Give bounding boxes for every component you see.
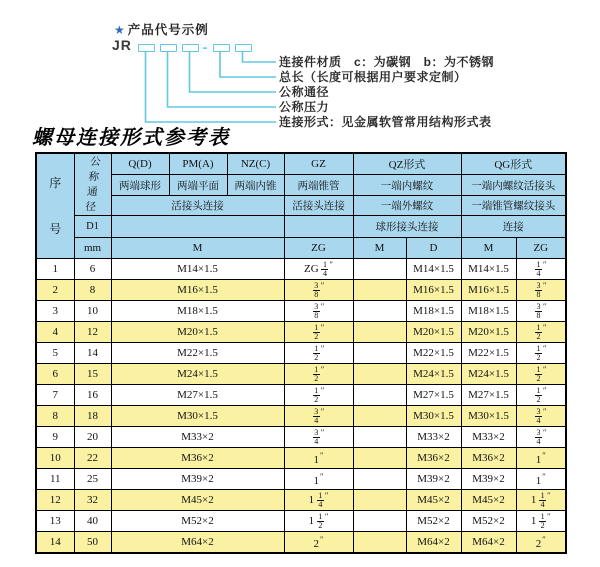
cell-m: M14×1.5 <box>111 259 284 280</box>
cell-qg-zg: 2″ <box>516 532 566 554</box>
cell-qg-m: M18×1.5 <box>461 301 516 322</box>
cell-qz-d: M18×1.5 <box>406 301 461 322</box>
header-col-gz: GZ <box>284 153 353 175</box>
header-qg-desc1: 一端内螺纹活接头 <box>461 175 566 196</box>
header-union-left: 活接头连接 <box>111 196 284 216</box>
cell-qz-m <box>353 385 406 406</box>
cell-m: M36×2 <box>111 448 284 469</box>
label-total-length: 总长（长度可根据用户要求定制） <box>279 70 467 84</box>
cell-mm: 25 <box>74 469 111 490</box>
table-head <box>36 153 566 259</box>
cell-m: M18×1.5 <box>111 301 284 322</box>
cell-mm: 8 <box>74 280 111 301</box>
header-nz-desc: 两端内锥 <box>227 175 284 196</box>
header-gz-desc: 两端锥管 <box>284 175 353 196</box>
cell-qz-d: M20×1.5 <box>406 322 461 343</box>
table-row <box>36 490 566 511</box>
diagram-heading-text: 产品代号示例 <box>127 23 209 37</box>
cell-mm: 50 <box>74 532 111 554</box>
header-qz-desc1: 一端内螺纹 <box>353 175 461 196</box>
cell-qg-zg: 1 $\frac{1}{2}$ ″ <box>516 511 566 532</box>
table-row <box>36 448 566 469</box>
cell-qz-d: M14×1.5 <box>406 259 461 280</box>
cell-qg-m: M27×1.5 <box>461 385 516 406</box>
label-nominal-pressure: 公称压力 <box>279 100 330 114</box>
cell-qg-m: M33×2 <box>461 427 516 448</box>
table-row <box>36 406 566 427</box>
code-box-1 <box>138 44 155 52</box>
cell-seq: 5 <box>36 343 74 364</box>
cell-qz-d: M64×2 <box>406 532 461 554</box>
cell-mm: 40 <box>74 511 111 532</box>
header-qg-zg: ZG <box>516 238 566 259</box>
cell-gz: $\frac{3}{8}$ ″ <box>284 280 353 301</box>
cell-qz-d: M39×2 <box>406 469 461 490</box>
cell-seq: 7 <box>36 385 74 406</box>
cell-seq: 4 <box>36 322 74 343</box>
cell-seq: 10 <box>36 448 74 469</box>
cell-m: M24×1.5 <box>111 364 284 385</box>
cell-qg-zg: 1″ <box>516 469 566 490</box>
cell-seq: 12 <box>36 490 74 511</box>
header-seq: 序号 <box>36 153 74 259</box>
cell-qg-m: M22×1.5 <box>461 343 516 364</box>
table-row <box>36 469 566 490</box>
cell-qz-m <box>353 343 406 364</box>
header-col-qg: QG形式 <box>461 153 566 175</box>
cell-m: M27×1.5 <box>111 385 284 406</box>
cell-seq: 6 <box>36 364 74 385</box>
header-col-pm: PM(A) <box>169 153 227 175</box>
cell-m: M64×2 <box>111 532 284 554</box>
code-box-3 <box>182 44 199 52</box>
cell-gz: $\frac{3}{4}$ ″ <box>284 406 353 427</box>
cell-m: M16×1.5 <box>111 280 284 301</box>
cell-mm: 18 <box>74 406 111 427</box>
cell-seq: 2 <box>36 280 74 301</box>
code-box-4 <box>213 44 230 52</box>
cell-qg-zg: $\frac{1}{2}$ ″ <box>516 343 566 364</box>
header-col-q: Q(D) <box>111 153 169 175</box>
cell-mm: 6 <box>74 259 111 280</box>
cell-m: M52×2 <box>111 511 284 532</box>
cell-qz-d: M52×2 <box>406 511 461 532</box>
cell-gz: 1 $\frac{1}{2}$ ″ <box>284 511 353 532</box>
header-qg-m: M <box>461 238 516 259</box>
header-blank-gz <box>284 216 353 238</box>
cell-gz: $\frac{1}{2}$ ″ <box>284 385 353 406</box>
diagram-heading <box>114 20 209 38</box>
nut-connection-table <box>35 152 567 554</box>
cell-mm: 14 <box>74 343 111 364</box>
table-row <box>36 532 566 554</box>
cell-gz: ZG $\frac{1}{4}$ ″ <box>284 259 353 280</box>
header-pm-desc: 两端平面 <box>169 175 227 196</box>
table-title: 螺母连接形式参考表 <box>32 127 230 149</box>
cell-mm: 22 <box>74 448 111 469</box>
cell-m: M30×1.5 <box>111 406 284 427</box>
cell-qz-d: M36×2 <box>406 448 461 469</box>
cell-seq: 13 <box>36 511 74 532</box>
cell-qz-d: M16×1.5 <box>406 280 461 301</box>
cell-m: M22×1.5 <box>111 343 284 364</box>
code-prefix: JR <box>112 37 132 53</box>
cell-qg-m: M24×1.5 <box>461 364 516 385</box>
header-qg-desc2: 一端锥管螺纹接头 <box>461 196 566 216</box>
cell-seq: 11 <box>36 469 74 490</box>
cell-qg-m: M14×1.5 <box>461 259 516 280</box>
table-row <box>36 301 566 322</box>
table-row <box>36 511 566 532</box>
cell-qz-m <box>353 469 406 490</box>
cell-qz-m <box>353 364 406 385</box>
cell-gz: 1″ <box>284 469 353 490</box>
header-zg-gz: ZG <box>284 238 353 259</box>
label-connector-material: 连接件材质 c：为碳钢 b：为不锈钢 <box>279 55 495 69</box>
header-blank-left <box>111 216 284 238</box>
cell-gz: 1 $\frac{1}{4}$ ″ <box>284 490 353 511</box>
cell-qg-m: M45×2 <box>461 490 516 511</box>
cell-gz: $\frac{1}{2}$ ″ <box>284 364 353 385</box>
cell-qg-zg: $\frac{3}{4}$ ″ <box>516 427 566 448</box>
header-qz-m: M <box>353 238 406 259</box>
cell-qg-zg: $\frac{1}{2}$ ″ <box>516 322 566 343</box>
cell-qz-m <box>353 532 406 554</box>
cell-qz-m <box>353 427 406 448</box>
cell-qg-m: M52×2 <box>461 511 516 532</box>
label-nominal-diameter: 公称通径 <box>279 85 330 99</box>
cell-qz-m <box>353 259 406 280</box>
cell-qg-zg: 1 $\frac{1}{4}$ ″ <box>516 490 566 511</box>
table-row <box>36 343 566 364</box>
table-row <box>36 259 566 280</box>
table-body <box>36 259 566 554</box>
cell-mm: 20 <box>74 427 111 448</box>
cell-qg-zg: $\frac{1}{4}$ ″ <box>516 259 566 280</box>
cell-m: M20×1.5 <box>111 322 284 343</box>
cell-mm: 12 <box>74 322 111 343</box>
cell-qz-d: M30×1.5 <box>406 406 461 427</box>
cell-qg-zg: $\frac{3}{4}$ ″ <box>516 406 566 427</box>
cell-qz-m <box>353 301 406 322</box>
cell-seq: 14 <box>36 532 74 554</box>
header-qz-desc3: 球形接头连接 <box>353 216 461 238</box>
cell-seq: 9 <box>36 427 74 448</box>
cell-qg-m: M64×2 <box>461 532 516 554</box>
cell-qz-d: M24×1.5 <box>406 364 461 385</box>
cell-qg-m: M30×1.5 <box>461 406 516 427</box>
cell-m: M33×2 <box>111 427 284 448</box>
cell-qg-m: M36×2 <box>461 448 516 469</box>
table-row <box>36 322 566 343</box>
cell-qg-zg: $\frac{1}{2}$ ″ <box>516 364 566 385</box>
cell-qg-zg: $\frac{3}{8}$ ″ <box>516 301 566 322</box>
header-mm: mm <box>74 238 111 259</box>
cell-qz-d: M22×1.5 <box>406 343 461 364</box>
cell-gz: $\frac{3}{8}$ ″ <box>284 301 353 322</box>
cell-gz: $\frac{3}{4}$ ″ <box>284 427 353 448</box>
code-box-2 <box>160 44 177 52</box>
cell-qz-m <box>353 511 406 532</box>
header-d1: D1 <box>74 216 111 238</box>
cell-qz-m <box>353 406 406 427</box>
header-qz-d: D <box>406 238 461 259</box>
cell-seq: 1 <box>36 259 74 280</box>
cell-qz-d: M45×2 <box>406 490 461 511</box>
cell-qz-m <box>353 448 406 469</box>
cell-gz: 2″ <box>284 532 353 554</box>
cell-qg-m: M20×1.5 <box>461 322 516 343</box>
table-row <box>36 385 566 406</box>
cell-qz-m <box>353 490 406 511</box>
cell-gz: $\frac{1}{2}$ ″ <box>284 322 353 343</box>
cell-seq: 3 <box>36 301 74 322</box>
header-nominal-diameter: 公称通径 <box>74 153 111 216</box>
header-qg-desc3: 连接 <box>461 216 566 238</box>
header-q-desc: 两端球形 <box>111 175 169 196</box>
code-separator: - <box>202 39 208 55</box>
cell-mm: 16 <box>74 385 111 406</box>
cell-qz-m <box>353 322 406 343</box>
cell-qg-m: M39×2 <box>461 469 516 490</box>
header-m-left: M <box>111 238 284 259</box>
star-icon: ★ <box>114 23 126 37</box>
table-row <box>36 364 566 385</box>
cell-qz-d: M27×1.5 <box>406 385 461 406</box>
cell-gz: $\frac{1}{2}$ ″ <box>284 343 353 364</box>
cell-m: M45×2 <box>111 490 284 511</box>
cell-qz-m <box>353 280 406 301</box>
cell-seq: 8 <box>36 406 74 427</box>
cell-mm: 10 <box>74 301 111 322</box>
header-col-nz: NZ(C) <box>227 153 284 175</box>
table-row <box>36 427 566 448</box>
cell-mm: 15 <box>74 364 111 385</box>
cell-qg-zg: $\frac{3}{8}$ ″ <box>516 280 566 301</box>
header-col-qz: QZ形式 <box>353 153 461 175</box>
table-row <box>36 280 566 301</box>
cell-qg-zg: 1″ <box>516 448 566 469</box>
cell-mm: 32 <box>74 490 111 511</box>
cell-qg-zg: $\frac{1}{2}$ ″ <box>516 385 566 406</box>
label-connection-form: 连接形式：见金属软管常用结构形式表 <box>279 115 492 129</box>
cell-gz: 1″ <box>284 448 353 469</box>
header-union-gz: 活接头连接 <box>284 196 353 216</box>
cell-m: M39×2 <box>111 469 284 490</box>
cell-qg-m: M16×1.5 <box>461 280 516 301</box>
header-qz-desc2: 一端外螺纹 <box>353 196 461 216</box>
code-box-5 <box>235 44 252 52</box>
cell-qz-d: M33×2 <box>406 427 461 448</box>
